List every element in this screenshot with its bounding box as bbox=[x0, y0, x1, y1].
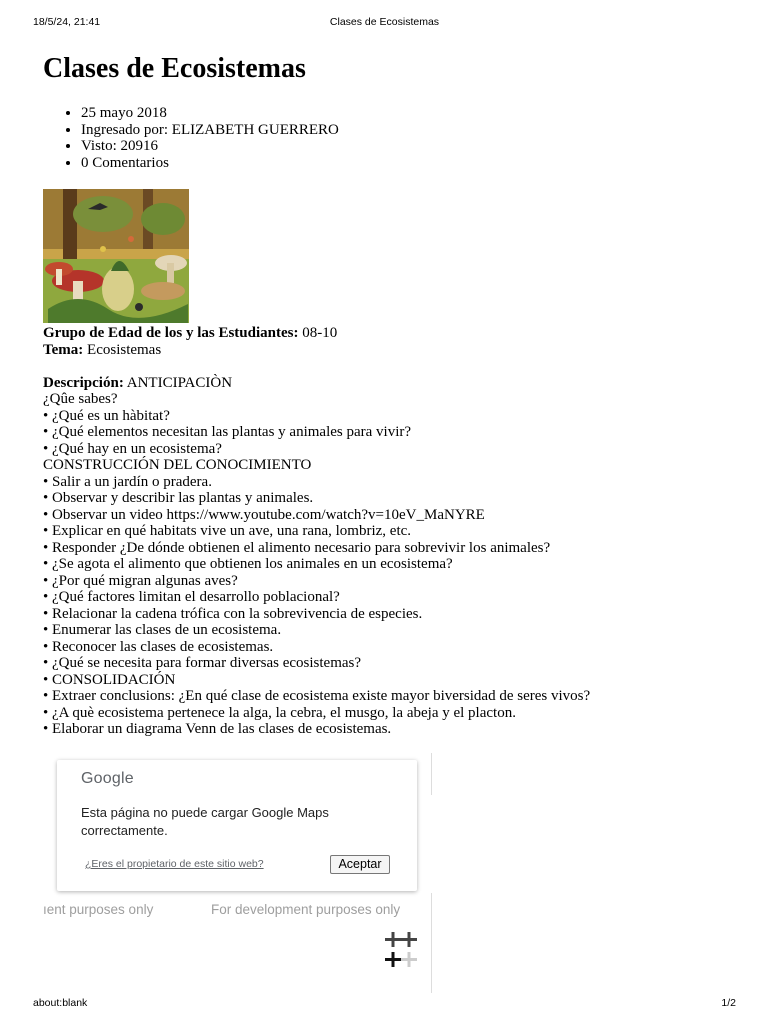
age-group-label: Grupo de Edad de los y las Estudiantes: bbox=[43, 325, 299, 341]
ecosystem-illustration bbox=[43, 189, 189, 323]
description-line-item: • ¿Qué se necesita para formar diversas ecosistemas? bbox=[43, 655, 362, 671]
topic-label: Tema: bbox=[43, 341, 84, 358]
dev-watermark: For development purposes only bbox=[211, 902, 401, 917]
page-counter: 1/2 bbox=[721, 997, 736, 1009]
description-line-item: • Elaborar un diagrama Venn de las clases de ecosistemas. bbox=[43, 721, 392, 737]
accept-button[interactable]: Aceptar bbox=[330, 855, 390, 874]
zoom-in-icon[interactable] bbox=[385, 932, 417, 947]
print-date: 18/5/24, 21:41 bbox=[33, 16, 101, 28]
description-line-item: • CONSOLIDACIÓN bbox=[43, 671, 176, 688]
description-label: Descripción: bbox=[43, 374, 124, 391]
description-line-item: • ¿Se agota el alimento que obtienen los animales en un ecosistema? bbox=[43, 556, 453, 572]
description-line-item: • Extraer conclusions: ¿En qué clase de ecosistema existe mayor biversidad de seres vivos? bbox=[43, 688, 591, 704]
zoom-out-icon[interactable] bbox=[385, 952, 417, 967]
print-url: about:blank bbox=[33, 997, 88, 1009]
map-zoom-control[interactable] bbox=[381, 930, 421, 992]
maps-error-dialog bbox=[57, 760, 417, 891]
description-line-item: • ¿Por qué migran algunas aves? bbox=[43, 572, 238, 589]
print-footer bbox=[33, 997, 736, 1011]
dev-watermark: ıent purposes only bbox=[43, 902, 154, 917]
meta-comments[interactable]: • 0 Comentarios bbox=[81, 155, 339, 172]
article-content bbox=[43, 325, 733, 738]
description-line-item: • ¿A què ecosistema pertenece la alga, la cebra, el musgo, la abeja y el placton. bbox=[43, 704, 516, 721]
age-group-value: 08-10 bbox=[298, 325, 338, 341]
description-line-item: • Responder ¿De dónde obtienen el alimento necesario para sobrevivir los animales? bbox=[43, 539, 551, 556]
description-line-item: CONSTRUCCIÓN DEL CONOCIMIENTO bbox=[43, 457, 312, 473]
map-divider bbox=[431, 893, 432, 993]
topic-value: Ecosistemas bbox=[83, 341, 162, 358]
map-divider bbox=[431, 753, 432, 795]
description-line-item: • Observar y describir las plantas y animales. bbox=[43, 490, 314, 506]
description-line-item: • ¿Qué hay en un ecosistema? bbox=[43, 440, 222, 457]
description-line-item: • Reconocer las clases de ecosistemas. bbox=[43, 638, 274, 655]
print-header bbox=[33, 16, 736, 30]
meta-date: • 25 mayo 2018 bbox=[81, 105, 339, 122]
maps-error-message: Esta página no puede cargar Google Maps correctamente. bbox=[81, 805, 329, 838]
spacer bbox=[43, 358, 733, 375]
site-owner-link[interactable]: ¿Eres el propietario de este sitio web? bbox=[85, 858, 264, 870]
google-logo: Google bbox=[81, 770, 134, 787]
description-line-item: ¿Qûe sabes? bbox=[43, 391, 118, 407]
meta-author: • Ingresado por: ELIZABETH GUERRERO bbox=[81, 122, 339, 139]
print-title: Clases de Ecosistemas bbox=[329, 16, 440, 28]
topic-line bbox=[43, 342, 733, 359]
age-group-line bbox=[43, 325, 733, 342]
description-body bbox=[43, 391, 733, 738]
description-line-item: • Enumerar las clases de un ecosistema. bbox=[43, 622, 282, 638]
article-meta-list bbox=[43, 105, 339, 171]
description-line-item: • Salir a un jardín o pradera. bbox=[43, 473, 212, 490]
description-line-item: • ¿Qué factores limitan el desarrollo poblacional? bbox=[43, 589, 340, 605]
description-line-item: • Explicar en qué habitats vive un ave, una rana, lombriz, etc. bbox=[43, 523, 412, 539]
description-line-item: • ¿Qué elementos necesitan las plantas y animales para vivir? bbox=[43, 424, 412, 440]
meta-views: • Visto: 20916 bbox=[81, 138, 339, 155]
description-line bbox=[43, 375, 733, 392]
description-line-item: • Relacionar la cadena trófica con la sobrevivencia de especies. bbox=[43, 605, 423, 622]
description-value: ANTICIPACIÒN bbox=[123, 374, 233, 391]
description-line-item: • ¿Qué es un hàbitat? bbox=[43, 407, 170, 424]
page-title: Clases de Ecosistemas bbox=[43, 53, 306, 84]
description-line-item: • Observar un video https://www.youtube.com/watch?v=10eV_MaNYRE bbox=[43, 506, 485, 523]
